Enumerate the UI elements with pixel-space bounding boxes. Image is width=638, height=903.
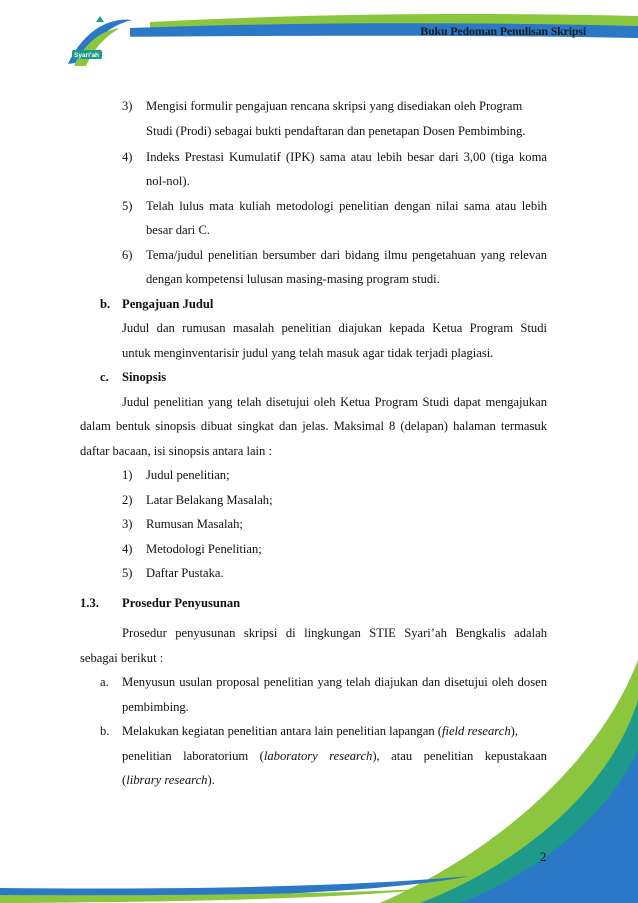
list-letter: a.	[100, 675, 109, 689]
list-num: 2)	[122, 493, 133, 507]
text-run: (	[259, 749, 264, 763]
text-run: ).	[207, 773, 215, 787]
req-text: Telah lulus mata kuliah metodologi penelitian dengan nilai sama atau lebih	[146, 199, 547, 213]
list-item: Latar Belakang Masalah;	[146, 493, 273, 507]
list-num: 5)	[122, 566, 133, 580]
section-letter: b.	[100, 297, 111, 311]
emphasis: field research	[441, 724, 511, 738]
text-run: ),	[372, 749, 380, 763]
word: kepustakaan	[484, 749, 547, 763]
text-run: Melakukan kegiatan penelitian antara lain penelitian lapangan (	[122, 724, 442, 738]
req-text: Indeks Prestasi Kumulatif (IPK) sama atau lebih besar dari 3,00 (tiga koma	[146, 150, 547, 164]
section-letter: c.	[100, 370, 109, 384]
header-title: Buku Pedoman Penulisan Skripsi	[420, 24, 586, 38]
section-heading: Prosedur Penyusunan	[122, 596, 241, 610]
paragraph-line: daftar bacaan, isi sinopsis antara lain :	[80, 444, 272, 458]
section-number: 1.3.	[80, 596, 99, 610]
req-text-cont: Studi (Prodi) sebagai bukti pendaftaran dan penetapan Dosen Pembimbing.	[146, 124, 526, 138]
list-num: 3)	[122, 517, 133, 531]
word: penelitian	[122, 749, 172, 763]
req-line: Mengisi formulir pengajuan rencana skripsi yang disediakan oleh Program	[146, 99, 523, 113]
req-num: 3)	[122, 99, 133, 113]
emphasis: research	[329, 749, 373, 763]
logo-text: Syari'ah	[74, 52, 100, 59]
section-heading: Sinopsis	[122, 370, 167, 384]
word: laboratorium	[183, 749, 249, 763]
req-text: Tema/judul penelitian bersumber dari bidang ilmu pengetahuan yang relevan	[146, 248, 547, 262]
paragraph-line: Judul penelitian yang telah disetujui oleh Ketua Program Studi dapat mengajukan	[122, 395, 547, 409]
req-text-cont: dengan kompetensi lulusan masing-masing program studi.	[146, 272, 440, 286]
stie-logo	[58, 14, 138, 74]
paragraph-line: Prosedur penyusunan skripsi di lingkungan STIE Syari’ah Bengkalis adalah	[122, 626, 547, 640]
paragraph-line: dalam bentuk sinopsis dibuat singkat dan jelas. Maksimal 8 (delapan) halaman termasuk	[80, 419, 547, 433]
emphasis: laboratory	[263, 749, 318, 763]
req-text-cont: besar dari C.	[146, 223, 210, 237]
list-letter: b.	[100, 724, 110, 738]
word: atau	[391, 749, 413, 763]
req-text-cont: nol-nol).	[146, 174, 190, 188]
word: penelitian	[423, 749, 474, 763]
list-item: Menyusun usulan proposal penelitian yang telah diajukan dan disetujui oleh dosen	[122, 675, 547, 689]
list-num: 1)	[122, 468, 133, 482]
list-num: 4)	[122, 542, 133, 556]
list-item: Daftar Pustaka.	[146, 566, 224, 580]
text-run: (	[122, 773, 127, 787]
req-num: 4)	[122, 150, 133, 164]
paragraph-line: untuk menginventarisir judul yang telah masuk agar tidak terjadi plagiasi.	[122, 346, 494, 360]
req-num: 6)	[122, 248, 133, 262]
list-item-cont: pembimbing.	[122, 700, 189, 714]
list-item: Judul penelitian;	[146, 468, 230, 482]
paragraph-line: sebagai berikut :	[80, 651, 164, 665]
paragraph-line: Judul dan rumusan masalah penelitian diajukan kepada Ketua Program Studi	[122, 321, 547, 335]
text-run: ),	[510, 724, 518, 738]
req-num: 5)	[122, 199, 133, 213]
page-number: 2	[540, 850, 547, 864]
section-heading: Pengajuan Judul	[122, 297, 214, 311]
emphasis: library research	[126, 773, 208, 787]
list-item: Metodologi Penelitian;	[146, 542, 262, 556]
list-item: Rumusan Masalah;	[146, 517, 243, 531]
